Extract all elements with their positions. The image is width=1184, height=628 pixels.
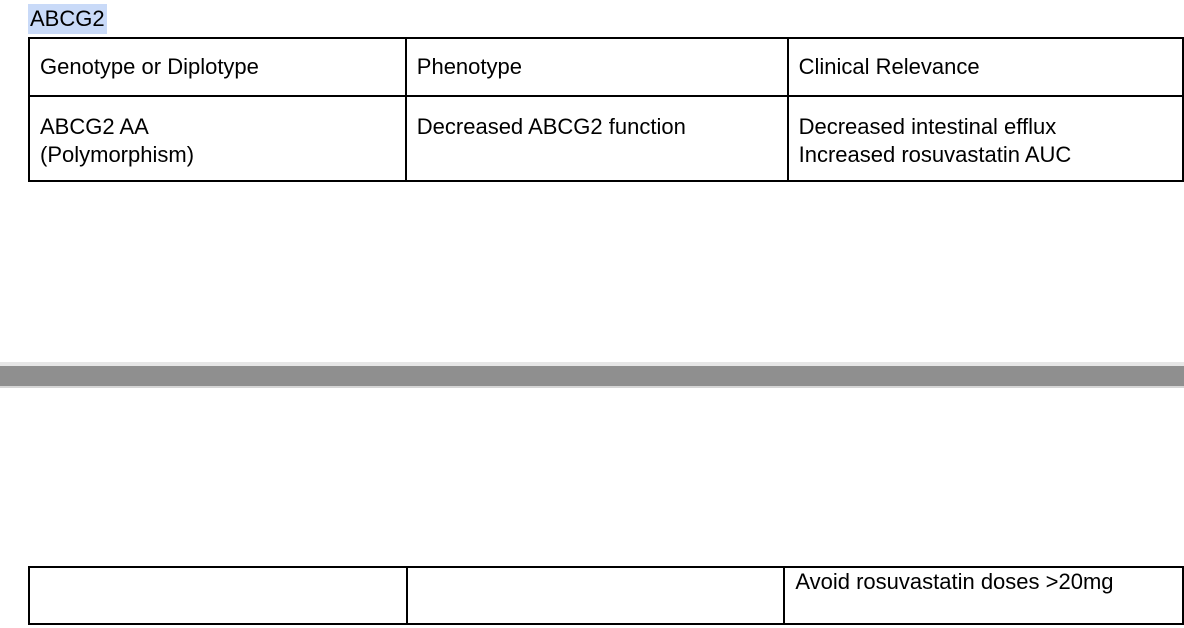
table-header-row	[29, 38, 1183, 96]
header-phenotype[interactable]	[406, 38, 788, 96]
cell-phenotype-empty[interactable]	[407, 567, 785, 624]
clinical-recommendation-text: Avoid rosuvastatin doses >20mg	[795, 569, 1114, 594]
clinical-line-2: Increased rosuvastatin AUC	[798, 142, 1072, 167]
table-row	[29, 567, 1183, 624]
cell-genotype[interactable]	[29, 96, 406, 181]
header-clinical-label: Clinical Relevance	[798, 54, 980, 79]
phenotype-text: Decreased ABCG2 function	[416, 114, 686, 139]
cell-clinical-recommendation[interactable]	[784, 567, 1183, 624]
header-genotype[interactable]	[29, 38, 406, 96]
document-page-bottom	[0, 388, 1184, 628]
genotype-table	[28, 37, 1184, 182]
page-break-gap	[0, 362, 1184, 388]
cell-phenotype[interactable]	[406, 96, 788, 181]
header-genotype-label: Genotype or Diplotype	[40, 54, 259, 79]
cell-genotype-empty[interactable]	[29, 567, 407, 624]
continued-table	[28, 566, 1184, 625]
genotype-line-1: ABCG2 AA	[40, 114, 149, 139]
table-row	[29, 96, 1183, 181]
section-title[interactable]: ABCG2	[28, 4, 107, 34]
header-phenotype-label: Phenotype	[416, 54, 522, 79]
header-clinical-relevance[interactable]	[788, 38, 1183, 96]
clinical-line-1: Decreased intestinal efflux	[798, 114, 1057, 139]
genotype-line-2: (Polymorphism)	[40, 142, 195, 167]
cell-clinical-relevance[interactable]	[788, 96, 1183, 181]
